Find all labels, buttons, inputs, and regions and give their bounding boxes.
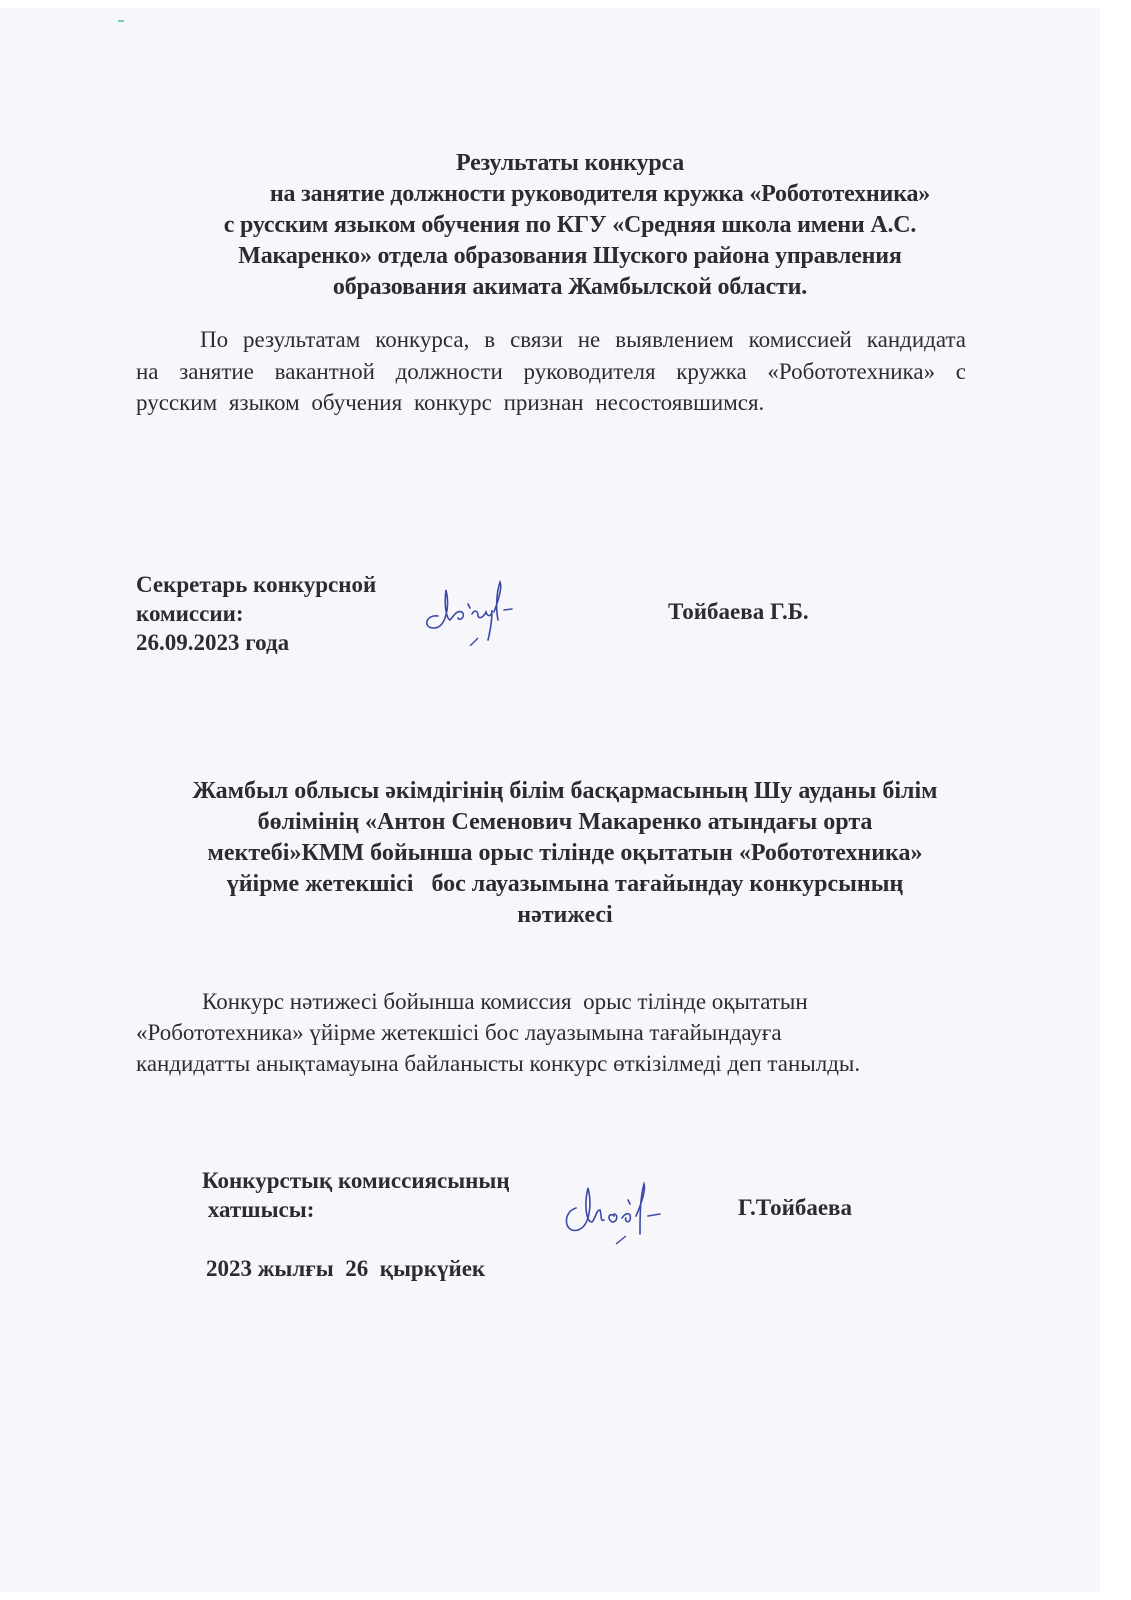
secretary-label-line: Секретарь конкурсной — [136, 572, 377, 597]
scan-speck — [118, 20, 124, 22]
kazakh-signature-date: 2023 жылғы 26 қыркүйек — [206, 1256, 486, 1281]
russian-title — [140, 148, 1000, 303]
russian-secretary-label — [136, 570, 376, 657]
kazakh-result-paragraph — [136, 986, 996, 1079]
kazakh-paragraph-line: Конкурс нәтижесі бойынша комиссия орыс тілінде оқытатын — [202, 989, 808, 1014]
kazakh-paragraph-line: кандидатты анықтамауына байланысты конкурс өткізілмеді деп танылды. — [136, 1051, 861, 1076]
kazakh-title-line: бөлімінің «Антон Семенович Макаренко атындағы орта — [257, 809, 873, 835]
russian-result-paragraph: По результатам конкурса, в связи не выявлением комиссией кандидата на занятие вакантной должности руководителя кружка «Робототехника» с русским языком обучения конкурс признан несостоявшимся. — [136, 327, 966, 415]
russian-title-line: Макаренко» отдела образования Шуского района управления — [238, 243, 902, 269]
kazakh-title-line: Жамбыл облысы әкімдігінің білім басқармасының Шу ауданы білім — [192, 778, 938, 804]
kazakh-secretary-label — [202, 1166, 510, 1224]
secretary-label-line: хатшысы: — [202, 1197, 315, 1222]
handwritten-signature-icon — [416, 576, 546, 646]
secretary-label-line: Конкурстық комиссиясының — [202, 1168, 510, 1193]
kazakh-title-line: үйірме жетекшісі бос лауазымына тағайындау конкурсының — [226, 871, 904, 897]
russian-title-line: образования акимата Жамбылской области. — [332, 274, 808, 300]
handwritten-signature-icon — [556, 1178, 696, 1248]
kazakh-title-line: нәтижесі — [517, 902, 613, 928]
secretary-label-line: комиссии: — [136, 601, 244, 626]
russian-title-line: с русским языком обучения по КГУ «Средняя школа имени А.С. — [223, 212, 917, 238]
kazakh-paragraph-line: «Робототехника» үйірме жетекшісі бос лауазымына тағайындауға — [136, 1020, 782, 1045]
kazakh-secretary-name: Г.Тойбаева — [738, 1195, 852, 1220]
kazakh-title-line: мектебі»КММ бойынша орыс тілінде оқытатын «Робототехника» — [207, 840, 923, 866]
russian-secretary-name: Тойбаева Г.Б. — [668, 599, 809, 624]
scanned-page — [0, 8, 1100, 1592]
russian-title-line: на занятие должности руководителя кружка «Робототехника» — [269, 181, 931, 207]
kazakh-title — [130, 776, 1000, 931]
russian-title-line: Результаты конкурса — [455, 150, 685, 176]
signature-date: 26.09.2023 года — [136, 630, 290, 655]
